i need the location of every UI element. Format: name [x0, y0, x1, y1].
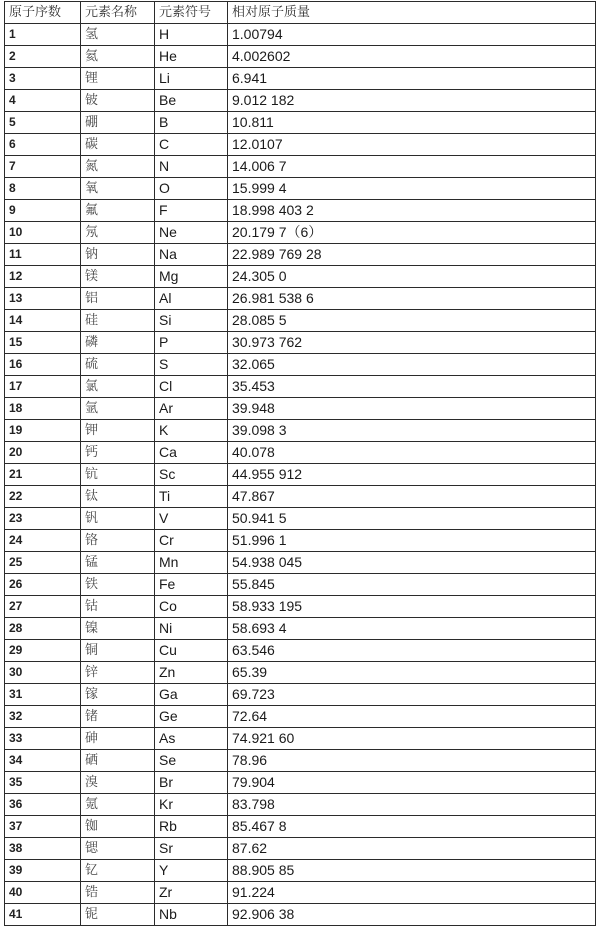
atomic-mass-cell: 32.065 — [228, 354, 596, 376]
element-name-cell: 氪 — [81, 794, 155, 816]
element-symbol-cell: Kr — [155, 794, 228, 816]
atomic-number-cell: 12 — [5, 266, 81, 288]
atomic-number-cell: 1 — [5, 24, 81, 46]
element-name-cell: 钾 — [81, 420, 155, 442]
element-symbol-cell: C — [155, 134, 228, 156]
table-row — [5, 156, 596, 178]
atomic-mass-cell: 74.921 60 — [228, 728, 596, 750]
element-name-cell: 锶 — [81, 838, 155, 860]
atomic-number-cell: 2 — [5, 46, 81, 68]
header-element-symbol: 元素符号 — [155, 2, 228, 24]
atomic-mass-cell: 72.64 — [228, 706, 596, 728]
atomic-mass-cell: 91.224 — [228, 882, 596, 904]
element-symbol-cell: Ar — [155, 398, 228, 420]
element-symbol-cell: Ne — [155, 222, 228, 244]
header-atomic-mass: 相对原子质量 — [228, 2, 596, 24]
element-symbol-cell: S — [155, 354, 228, 376]
element-symbol-cell: Cl — [155, 376, 228, 398]
header-atomic-number: 原子序数 — [5, 2, 81, 24]
atomic-number-cell: 35 — [5, 772, 81, 794]
atomic-number-cell: 7 — [5, 156, 81, 178]
atomic-mass-cell: 9.012 182 — [228, 90, 596, 112]
atomic-mass-cell: 10.811 — [228, 112, 596, 134]
element-name-cell: 铬 — [81, 530, 155, 552]
table-body — [5, 24, 596, 926]
atomic-number-cell: 21 — [5, 464, 81, 486]
atomic-number-cell: 11 — [5, 244, 81, 266]
element-symbol-cell: Sr — [155, 838, 228, 860]
atomic-number-cell: 5 — [5, 112, 81, 134]
table-row — [5, 618, 596, 640]
element-symbol-cell: Be — [155, 90, 228, 112]
table-row — [5, 24, 596, 46]
table-row — [5, 244, 596, 266]
atomic-mass-cell: 92.906 38 — [228, 904, 596, 926]
atomic-number-cell: 27 — [5, 596, 81, 618]
element-symbol-cell: He — [155, 46, 228, 68]
table-row — [5, 552, 596, 574]
atomic-mass-cell: 51.996 1 — [228, 530, 596, 552]
element-symbol-cell: Se — [155, 750, 228, 772]
atomic-mass-cell: 83.798 — [228, 794, 596, 816]
atomic-mass-cell: 54.938 045 — [228, 552, 596, 574]
element-name-cell: 氖 — [81, 222, 155, 244]
atomic-number-cell: 24 — [5, 530, 81, 552]
table-row — [5, 376, 596, 398]
element-symbol-cell: B — [155, 112, 228, 134]
element-symbol-cell: K — [155, 420, 228, 442]
atomic-mass-cell: 50.941 5 — [228, 508, 596, 530]
element-symbol-cell: O — [155, 178, 228, 200]
atomic-number-cell: 34 — [5, 750, 81, 772]
element-name-cell: 钒 — [81, 508, 155, 530]
element-name-cell: 铜 — [81, 640, 155, 662]
table-row — [5, 728, 596, 750]
table-row — [5, 574, 596, 596]
table-row — [5, 46, 596, 68]
element-name-cell: 硒 — [81, 750, 155, 772]
element-symbol-cell: Br — [155, 772, 228, 794]
element-symbol-cell: Si — [155, 310, 228, 332]
table-row — [5, 222, 596, 244]
atomic-mass-cell: 18.998 403 2 — [228, 200, 596, 222]
element-symbol-cell: Cu — [155, 640, 228, 662]
element-name-cell: 硼 — [81, 112, 155, 134]
atomic-mass-cell: 30.973 762 — [228, 332, 596, 354]
atomic-number-cell: 4 — [5, 90, 81, 112]
table-header — [5, 2, 596, 24]
element-symbol-cell: Ti — [155, 486, 228, 508]
element-symbol-cell: Rb — [155, 816, 228, 838]
element-symbol-cell: N — [155, 156, 228, 178]
table-row — [5, 508, 596, 530]
atomic-number-cell: 6 — [5, 134, 81, 156]
element-name-cell: 钙 — [81, 442, 155, 464]
atomic-number-cell: 25 — [5, 552, 81, 574]
atomic-mass-cell: 47.867 — [228, 486, 596, 508]
table-row — [5, 200, 596, 222]
atomic-number-cell: 9 — [5, 200, 81, 222]
element-symbol-cell: Sc — [155, 464, 228, 486]
table-row — [5, 266, 596, 288]
table-row — [5, 90, 596, 112]
atomic-number-cell: 19 — [5, 420, 81, 442]
element-symbol-cell: P — [155, 332, 228, 354]
table-row — [5, 640, 596, 662]
atomic-mass-cell: 63.546 — [228, 640, 596, 662]
table-row — [5, 684, 596, 706]
table-row — [5, 420, 596, 442]
element-name-cell: 锂 — [81, 68, 155, 90]
element-symbol-cell: Nb — [155, 904, 228, 926]
element-symbol-cell: V — [155, 508, 228, 530]
atomic-number-cell: 16 — [5, 354, 81, 376]
element-symbol-cell: Ni — [155, 618, 228, 640]
element-symbol-cell: Co — [155, 596, 228, 618]
element-name-cell: 锗 — [81, 706, 155, 728]
table-row — [5, 794, 596, 816]
element-symbol-cell: Ge — [155, 706, 228, 728]
table-row — [5, 838, 596, 860]
atomic-mass-cell: 55.845 — [228, 574, 596, 596]
element-symbol-cell: Mg — [155, 266, 228, 288]
element-symbol-cell: As — [155, 728, 228, 750]
atomic-mass-cell: 85.467 8 — [228, 816, 596, 838]
element-name-cell: 镁 — [81, 266, 155, 288]
atomic-number-cell: 30 — [5, 662, 81, 684]
element-name-cell: 磷 — [81, 332, 155, 354]
atomic-number-cell: 15 — [5, 332, 81, 354]
atomic-mass-cell: 26.981 538 6 — [228, 288, 596, 310]
atomic-mass-cell: 6.941 — [228, 68, 596, 90]
atomic-mass-cell: 22.989 769 28 — [228, 244, 596, 266]
atomic-mass-cell: 24.305 0 — [228, 266, 596, 288]
atomic-mass-cell: 12.0107 — [228, 134, 596, 156]
table-row — [5, 112, 596, 134]
atomic-number-cell: 36 — [5, 794, 81, 816]
table-row — [5, 134, 596, 156]
table-row — [5, 882, 596, 904]
atomic-number-cell: 10 — [5, 222, 81, 244]
atomic-number-cell: 40 — [5, 882, 81, 904]
element-name-cell: 氮 — [81, 156, 155, 178]
atomic-mass-cell: 39.098 3 — [228, 420, 596, 442]
element-name-cell: 铌 — [81, 904, 155, 926]
element-symbol-cell: Na — [155, 244, 228, 266]
element-name-cell: 溴 — [81, 772, 155, 794]
element-name-cell: 氧 — [81, 178, 155, 200]
atomic-number-cell: 29 — [5, 640, 81, 662]
element-name-cell: 氢 — [81, 24, 155, 46]
element-symbol-cell: H — [155, 24, 228, 46]
element-name-cell: 铷 — [81, 816, 155, 838]
table-row — [5, 530, 596, 552]
table-row — [5, 904, 596, 926]
atomic-mass-cell: 35.453 — [228, 376, 596, 398]
atomic-number-cell: 14 — [5, 310, 81, 332]
element-symbol-cell: Cr — [155, 530, 228, 552]
atomic-number-cell: 41 — [5, 904, 81, 926]
element-name-cell: 锰 — [81, 552, 155, 574]
atomic-mass-cell: 4.002602 — [228, 46, 596, 68]
element-name-cell: 钪 — [81, 464, 155, 486]
table-row — [5, 178, 596, 200]
table-row — [5, 486, 596, 508]
table-row — [5, 860, 596, 882]
table-row — [5, 706, 596, 728]
table-row — [5, 354, 596, 376]
element-name-cell: 氦 — [81, 46, 155, 68]
element-name-cell: 锌 — [81, 662, 155, 684]
atomic-mass-cell: 69.723 — [228, 684, 596, 706]
element-name-cell: 硫 — [81, 354, 155, 376]
atomic-mass-cell: 79.904 — [228, 772, 596, 794]
atomic-number-cell: 39 — [5, 860, 81, 882]
header-element-name: 元素名称 — [81, 2, 155, 24]
element-name-cell: 铍 — [81, 90, 155, 112]
atomic-mass-cell: 14.006 7 — [228, 156, 596, 178]
element-symbol-cell: Y — [155, 860, 228, 882]
element-symbol-cell: Mn — [155, 552, 228, 574]
table-row — [5, 772, 596, 794]
table-row — [5, 68, 596, 90]
element-name-cell: 镍 — [81, 618, 155, 640]
element-symbol-cell: F — [155, 200, 228, 222]
atomic-number-cell: 3 — [5, 68, 81, 90]
atomic-mass-cell: 78.96 — [228, 750, 596, 772]
element-name-cell: 砷 — [81, 728, 155, 750]
element-name-cell: 钴 — [81, 596, 155, 618]
atomic-mass-cell: 65.39 — [228, 662, 596, 684]
atomic-mass-cell: 88.905 85 — [228, 860, 596, 882]
element-symbol-cell: Li — [155, 68, 228, 90]
atomic-mass-cell: 58.693 4 — [228, 618, 596, 640]
element-symbol-cell: Fe — [155, 574, 228, 596]
element-name-cell: 铝 — [81, 288, 155, 310]
table-row — [5, 596, 596, 618]
table-row — [5, 398, 596, 420]
atomic-number-cell: 20 — [5, 442, 81, 464]
element-symbol-cell: Ca — [155, 442, 228, 464]
table-row — [5, 662, 596, 684]
atomic-number-cell: 28 — [5, 618, 81, 640]
atomic-number-cell: 13 — [5, 288, 81, 310]
element-name-cell: 铁 — [81, 574, 155, 596]
element-symbol-cell: Al — [155, 288, 228, 310]
element-name-cell: 氟 — [81, 200, 155, 222]
atomic-number-cell: 18 — [5, 398, 81, 420]
element-name-cell: 钠 — [81, 244, 155, 266]
atomic-number-cell: 37 — [5, 816, 81, 838]
atomic-mass-cell: 58.933 195 — [228, 596, 596, 618]
table-row — [5, 442, 596, 464]
element-symbol-cell: Zr — [155, 882, 228, 904]
atomic-number-cell: 38 — [5, 838, 81, 860]
atomic-mass-cell: 15.999 4 — [228, 178, 596, 200]
atomic-number-cell: 31 — [5, 684, 81, 706]
element-name-cell: 钇 — [81, 860, 155, 882]
element-symbol-cell: Zn — [155, 662, 228, 684]
atomic-mass-cell: 44.955 912 — [228, 464, 596, 486]
element-symbol-cell: Ga — [155, 684, 228, 706]
atomic-mass-cell: 87.62 — [228, 838, 596, 860]
element-name-cell: 氯 — [81, 376, 155, 398]
element-name-cell: 碳 — [81, 134, 155, 156]
atomic-mass-cell: 1.00794 — [228, 24, 596, 46]
element-name-cell: 钛 — [81, 486, 155, 508]
atomic-number-cell: 23 — [5, 508, 81, 530]
table-row — [5, 310, 596, 332]
atomic-mass-cell: 39.948 — [228, 398, 596, 420]
atomic-mass-cell: 20.179 7（6） — [228, 222, 596, 244]
atomic-number-cell: 33 — [5, 728, 81, 750]
table-row — [5, 464, 596, 486]
element-name-cell: 硅 — [81, 310, 155, 332]
element-name-cell: 氩 — [81, 398, 155, 420]
table-row — [5, 332, 596, 354]
atomic-number-cell: 22 — [5, 486, 81, 508]
table-row — [5, 816, 596, 838]
table-row — [5, 288, 596, 310]
atomic-number-cell: 26 — [5, 574, 81, 596]
atomic-mass-cell: 28.085 5 — [228, 310, 596, 332]
header-row — [5, 2, 596, 24]
atomic-number-cell: 17 — [5, 376, 81, 398]
atomic-number-cell: 8 — [5, 178, 81, 200]
element-table — [4, 1, 596, 926]
atomic-number-cell: 32 — [5, 706, 81, 728]
atomic-mass-cell: 40.078 — [228, 442, 596, 464]
table-row — [5, 750, 596, 772]
element-name-cell: 镓 — [81, 684, 155, 706]
element-name-cell: 锆 — [81, 882, 155, 904]
